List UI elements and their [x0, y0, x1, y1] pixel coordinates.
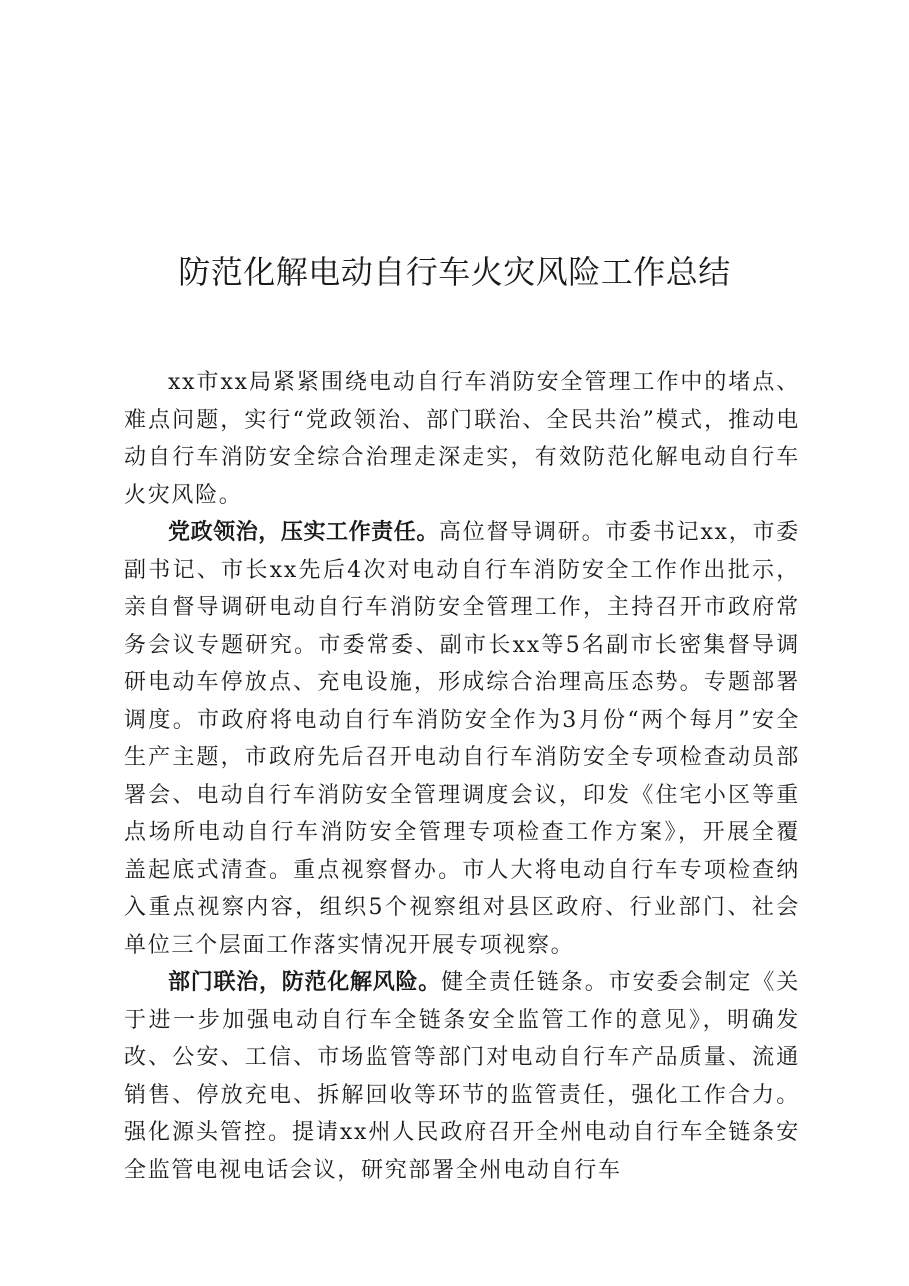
section-text: 高位督导调研。市委书记xx，市委副书记、市长xx先后4次对电动自行车消防安全工作作出批示，亲自督导调研电动自行车消防安全管理工作，主持召开市政府常务会议专题研究。市委常委、副市长xx等5名副市长密集督导调研电动车停放点、充电设施，形成综合治理高压态势。专题部署调度。市政府将电动自行车消防安全作为3月份“两个每月”安全生产主题，市政府先后召开电动自行车消防安全专项检查动员部署会、电动自行车消防安全管理调度会议，印发《住宅小区等重点场所电动自行车消防安全管理专项检查工作方案》，开展全覆盖起底式清查。重点视察督办。市人大将电动自行车专项检查纳入重点视察内容，组织5个视察组对县区政府、行业部门、社会单位三个层面工作落实情况开展专项视察。	[124, 520, 800, 958]
intro-paragraph	[124, 364, 800, 514]
section-text: 健全责任链条。市安委会制定《关于进一步加强电动自行车全链条安全监管工作的意见》，明确发改、公安、工信、市场监管等部门对电动自行车产品质量、流通销售、停放充电、拆解回收等环节的监管责任，强化工作合力。强化源头管控。提请xx州人民政府召开全州电动自行车全链条安全监管电视电话会议，研究部署全州电动自行车	[124, 970, 800, 1183]
section-heading: 党政领治，压实工作责任。	[168, 520, 439, 545]
document-body	[124, 364, 800, 1189]
section-heading: 部门联治，防范化解风险。	[168, 970, 441, 995]
section-party-leadership	[124, 514, 800, 964]
intro-paragraph-text: xx市xx局紧紧围绕电动自行车消防安全管理工作中的堵点、难点问题，实行“党政领治、部门联治、全民共治”模式，推动电动自行车消防安全综合治理走深走实，有效防范化解电动自行车火灾风险。	[124, 370, 800, 508]
document-title: 防范化解电动自行车火灾风险工作总结	[178, 253, 731, 291]
section-department-joint	[124, 964, 800, 1189]
